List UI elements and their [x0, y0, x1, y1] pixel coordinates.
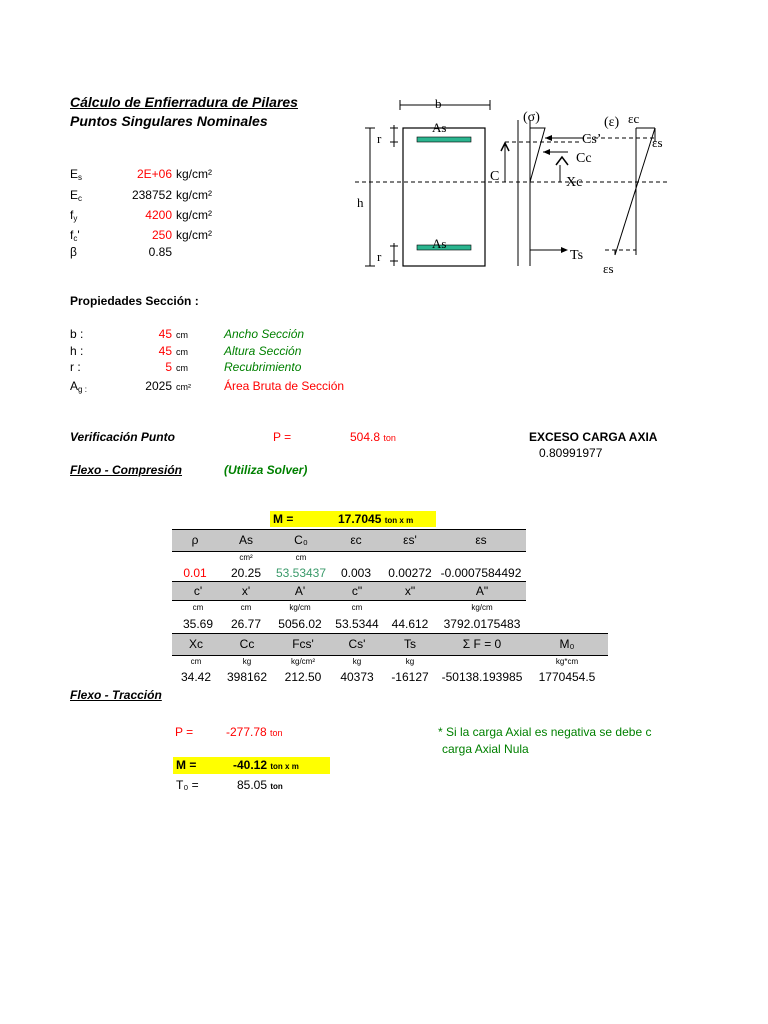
rebar-top	[417, 137, 471, 142]
fy-unit: kg/cm²	[176, 208, 212, 222]
c-label: C	[490, 169, 500, 184]
b-desc: Ancho Sección	[224, 327, 305, 341]
t2-v-x1: 26.77	[230, 617, 262, 631]
traction-t-label: T₀ =	[176, 778, 199, 792]
fy-symbol: $f_y$	[70, 208, 78, 223]
r-value: 5	[165, 360, 172, 374]
t2-v-c1: 35.69	[182, 617, 214, 631]
verification-label: Verificación Punto	[70, 430, 175, 444]
ag-unit: cm²	[176, 382, 191, 392]
eps-label: (ε)	[604, 115, 620, 130]
axial-warning: EXCESO CARGA AXIA	[529, 430, 658, 444]
t3-u-xc: cm	[190, 657, 202, 666]
t1-h-es-prime: εs'	[403, 533, 417, 547]
cc-label: Cc	[576, 151, 592, 166]
es-unit: kg/cm²	[176, 167, 212, 181]
verification-p-value: 504.8 ton	[350, 430, 396, 444]
m-value: 17.7045 ton x m	[338, 512, 414, 526]
eps-s-top-label: εs	[652, 135, 663, 150]
t3-u-ts: kg	[405, 657, 415, 666]
t2-u-x1: cm	[240, 603, 252, 612]
t2-h-a2: A"	[475, 584, 489, 598]
t2-u-a2: kg/cm	[471, 603, 493, 612]
beta-value: 0.85	[148, 245, 172, 259]
section-heading: Propiedades Sección :	[70, 294, 199, 308]
b-unit: cm	[176, 330, 188, 340]
r-bottom-label: r	[377, 249, 382, 264]
eps-c-label: εc	[628, 111, 640, 126]
t1-v-es-prime: 0.00272	[388, 566, 432, 580]
t3-h-fcs: Fcs'	[292, 637, 314, 651]
fy-value: 4200	[145, 208, 172, 222]
t2-h-x2: x"	[404, 584, 416, 598]
t3-h-ts: Ts	[404, 637, 416, 651]
r-symbol: r :	[70, 360, 81, 374]
r-desc: Recubrimiento	[224, 360, 302, 374]
traction-note-line2: carga Axial Nula	[442, 742, 529, 756]
t1-v-rho: 0.01	[183, 566, 207, 580]
t2-v-x2: 44.612	[391, 617, 429, 631]
t2-h-c1: c'	[193, 584, 203, 598]
t1-u-as: cm²	[239, 553, 253, 562]
t3-u-cs: kg	[352, 657, 362, 666]
ag-value: 2025	[145, 379, 172, 393]
ec-value: 238752	[131, 188, 172, 202]
h-label: h	[357, 195, 364, 210]
r-top-label: r	[377, 131, 382, 146]
t3-h-sumf: Σ F = 0	[462, 637, 502, 651]
t1-h-ec: εc	[350, 533, 362, 547]
t3-v-cc: 398162	[226, 670, 268, 684]
r-unit: cm	[176, 363, 188, 373]
fc-symbol: $f_c'$	[70, 228, 80, 243]
h-unit: cm	[176, 347, 188, 357]
axial-ratio: 0.80991977	[539, 446, 603, 460]
section-diagram	[350, 95, 668, 280]
as-top-label: As	[432, 120, 447, 135]
b-symbol: b :	[70, 327, 84, 341]
page-title: Cálculo de Enfierradura de Pilares	[70, 94, 298, 110]
xc-label: Xc	[566, 175, 583, 190]
t3-h-cs: Cs'	[348, 637, 366, 651]
traction-note-line1: * Si la carga Axial es negativa se debe c	[438, 725, 652, 739]
b-value: 45	[158, 327, 172, 341]
page-subtitle: Puntos Singulares Nominales	[70, 113, 268, 129]
t3-v-xc: 34.42	[180, 670, 212, 684]
solver-note: (Utiliza Solver)	[224, 463, 308, 477]
t2-u-a1: kg/cm	[289, 603, 311, 612]
cs-label: Cs’	[582, 132, 602, 147]
t3-u-cc: kg	[242, 657, 252, 666]
t1-u-co: cm	[295, 553, 307, 562]
t2-u-c1: cm	[192, 603, 204, 612]
t2-h-a1: A'	[294, 584, 306, 598]
flexo-traction-label: Flexo - Tracción	[70, 688, 162, 702]
h-desc: Altura Sección	[224, 344, 302, 358]
t3-h-cc: Cc	[239, 637, 255, 651]
sigma-label: (σ)	[523, 110, 540, 125]
fc-unit: kg/cm²	[176, 228, 212, 242]
t2-v-a1: 5056.02	[278, 617, 322, 631]
t2-u-c2: cm	[351, 603, 363, 612]
t2-v-c2: 53.5344	[335, 617, 379, 631]
beta-symbol: β	[70, 245, 77, 259]
t3-h-mo: M₀	[559, 637, 575, 651]
t1-h-rho: ρ	[191, 533, 199, 547]
t1-v-co: 53.53437	[275, 566, 327, 580]
traction-p-value: -277.78 ton	[226, 725, 283, 739]
es-symbol: $E_s$	[70, 167, 83, 182]
t3-v-mo: 1770454.5	[538, 670, 596, 684]
t1-h-es: εs	[475, 533, 487, 547]
h-value: 45	[158, 344, 172, 358]
t3-v-cs: 40373	[340, 670, 374, 684]
m-label: M =	[273, 512, 294, 526]
ag-desc: Área Bruta de Sección	[224, 379, 345, 393]
h-symbol: h :	[70, 344, 84, 358]
t3-v-sumf: -50138.193985	[441, 670, 523, 684]
t3-v-fcs: 212.50	[284, 670, 322, 684]
as-bottom-label: As	[432, 236, 447, 251]
t3-u-mo: kg*cm	[555, 657, 579, 666]
t2-v-a2: 3792.0175483	[443, 617, 521, 631]
traction-t-value: 85.05 ton	[237, 778, 283, 792]
ts-label: Ts	[570, 248, 584, 263]
t2-h-c2: c"	[351, 584, 363, 598]
b-label: b	[435, 96, 442, 111]
traction-m-value: -40.12 ton x m	[233, 758, 299, 772]
t2-h-x1: x'	[241, 584, 251, 598]
ag-symbol: $A_{g :}$	[70, 379, 87, 394]
t3-h-xc: Xc	[188, 637, 203, 651]
verification-p-label: P =	[273, 430, 292, 444]
flexo-compression-label: Flexo - Compresión	[70, 463, 183, 477]
traction-m-label: M =	[176, 758, 197, 772]
traction-p-label: P =	[175, 725, 194, 739]
t3-u-fcs: kg/cm²	[291, 657, 315, 666]
t1-v-ec: 0.003	[340, 566, 372, 580]
t1-v-es: -0.0007584492	[440, 566, 522, 580]
es-value: 2E+06	[136, 167, 172, 181]
eps-s-bottom-label: εs	[603, 261, 614, 276]
ec-symbol: $E_c$	[70, 188, 83, 203]
t1-h-as: As	[238, 533, 253, 547]
t1-h-co: C₀	[294, 533, 308, 547]
t3-v-ts: -16127	[391, 670, 429, 684]
fc-value: 250	[151, 228, 172, 242]
ec-unit: kg/cm²	[176, 188, 212, 202]
t1-v-as: 20.25	[230, 566, 262, 580]
